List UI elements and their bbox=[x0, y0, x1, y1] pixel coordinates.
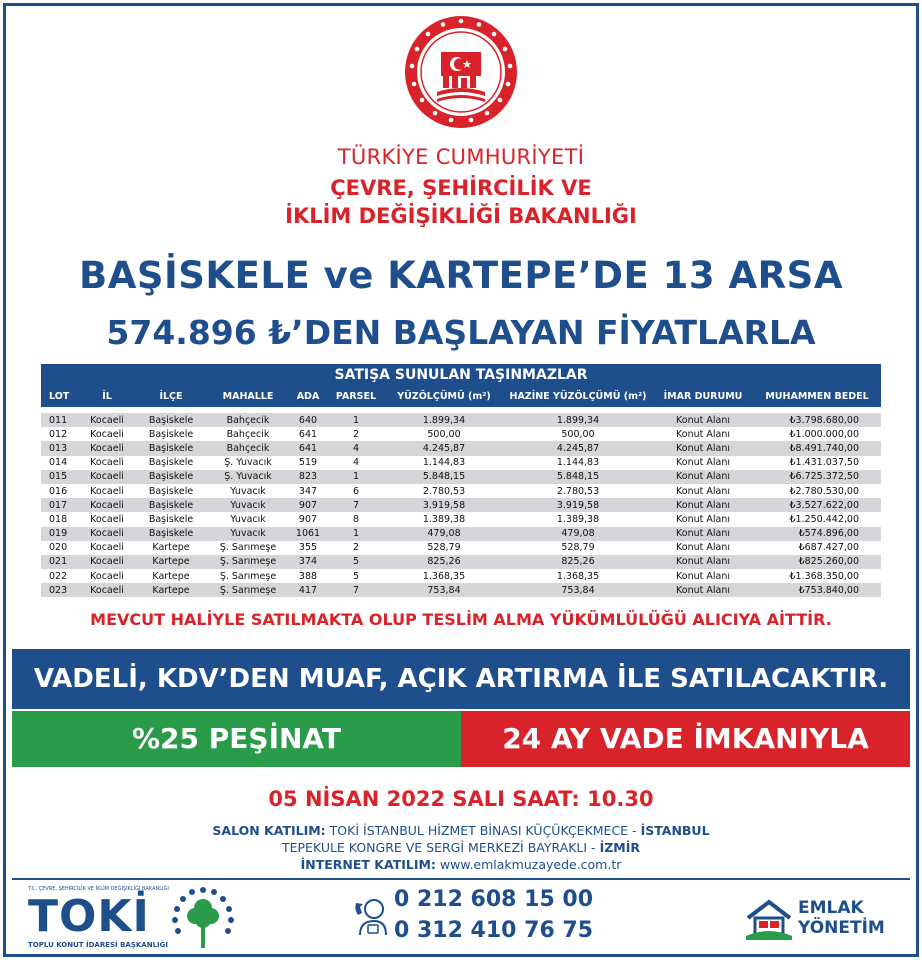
table-row bbox=[41, 456, 881, 470]
salon-label: SALON KATILIM: bbox=[212, 823, 326, 838]
cell-yuzolcumu: 528,79 bbox=[385, 541, 503, 555]
cell-il: Kocaeli bbox=[79, 441, 135, 455]
cell-yuzolcumu: 1.368,35 bbox=[385, 569, 503, 583]
cell-lot: 012 bbox=[41, 427, 79, 441]
cell-imar: Konut Alanı bbox=[653, 512, 753, 526]
emlak-logo-line-2: YÖNETİM bbox=[798, 918, 885, 938]
header-ada: ADA bbox=[289, 386, 327, 407]
cell-bedel: ₺3.527.622,00 bbox=[753, 498, 881, 512]
cell-lot: 021 bbox=[41, 555, 79, 569]
cell-il: Kocaeli bbox=[79, 583, 135, 597]
down-payment-banner: %25 PEŞİNAT bbox=[12, 711, 461, 767]
table-row bbox=[41, 583, 881, 597]
cell-ilce: Kartepe bbox=[135, 583, 207, 597]
emlak-house-icon bbox=[744, 896, 794, 940]
cell-ilce: Başiskele bbox=[135, 498, 207, 512]
cell-mahalle: Ş. Yuvacık bbox=[207, 456, 289, 470]
toki-tree-icon bbox=[170, 886, 236, 952]
cell-mahalle: Ş. Sarımeşe bbox=[207, 569, 289, 583]
cell-bedel: ₺3.798.680,00 bbox=[753, 413, 881, 427]
header-ilce: İLÇE bbox=[135, 386, 207, 407]
cell-mahalle: Bahçecik bbox=[207, 441, 289, 455]
cell-il: Kocaeli bbox=[79, 413, 135, 427]
cell-parsel: 7 bbox=[327, 583, 385, 597]
cell-lot: 019 bbox=[41, 527, 79, 541]
cell-parsel: 1 bbox=[327, 470, 385, 484]
header-lot: LOT bbox=[41, 386, 79, 407]
cell-lot: 017 bbox=[41, 498, 79, 512]
cell-ada: 823 bbox=[289, 470, 327, 484]
cell-ada: 1061 bbox=[289, 527, 327, 541]
cell-bedel: ₺1.368.350,00 bbox=[753, 569, 881, 583]
cell-imar: Konut Alanı bbox=[653, 583, 753, 597]
cell-parsel: 6 bbox=[327, 484, 385, 498]
phone-support-icon bbox=[354, 895, 388, 939]
cell-bedel: ₺1.431.037,50 bbox=[753, 456, 881, 470]
cell-mahalle: Ş. Sarımeşe bbox=[207, 555, 289, 569]
cell-hazine: 479,08 bbox=[503, 527, 653, 541]
salon-line bbox=[0, 823, 922, 838]
cell-mahalle: Yuvacık bbox=[207, 484, 289, 498]
toki-logo-text: TOKİ bbox=[28, 891, 150, 942]
cell-imar: Konut Alanı bbox=[653, 470, 753, 484]
header-imar: İMAR DURUMU bbox=[653, 386, 753, 407]
cell-parsel: 2 bbox=[327, 427, 385, 441]
cell-bedel: ₺753.840,00 bbox=[753, 583, 881, 597]
cell-ilce: Başiskele bbox=[135, 441, 207, 455]
cell-il: Kocaeli bbox=[79, 527, 135, 541]
izmir-line bbox=[0, 840, 922, 855]
header-hazine: HAZİNE YÜZÖLÇÜMÜ (m²) bbox=[503, 386, 653, 407]
cell-bedel: ₺1.250.442,00 bbox=[753, 512, 881, 526]
header-parsel: PARSEL bbox=[327, 386, 385, 407]
header-mahalle: MAHALLE bbox=[207, 386, 289, 407]
cell-parsel: 4 bbox=[327, 456, 385, 470]
cell-parsel: 5 bbox=[327, 569, 385, 583]
table-row bbox=[41, 441, 881, 455]
cell-ilce: Başiskele bbox=[135, 456, 207, 470]
cell-ilce: Kartepe bbox=[135, 555, 207, 569]
cell-hazine: 5.848,15 bbox=[503, 470, 653, 484]
sale-terms-banner: VADELİ, KDV’DEN MUAF, AÇIK ARTIRMA İLE SATILACAKTIR. bbox=[12, 649, 910, 709]
cell-ada: 640 bbox=[289, 413, 327, 427]
cell-parsel: 1 bbox=[327, 413, 385, 427]
cell-imar: Konut Alanı bbox=[653, 441, 753, 455]
cell-mahalle: Ş. Sarımeşe bbox=[207, 583, 289, 597]
cell-il: Kocaeli bbox=[79, 555, 135, 569]
cell-ada: 388 bbox=[289, 569, 327, 583]
cell-lot: 013 bbox=[41, 441, 79, 455]
ministry-seal-icon bbox=[403, 14, 519, 130]
cell-imar: Konut Alanı bbox=[653, 413, 753, 427]
cell-hazine: 3.919,58 bbox=[503, 498, 653, 512]
cell-il: Kocaeli bbox=[79, 541, 135, 555]
cell-il: Kocaeli bbox=[79, 470, 135, 484]
cell-yuzolcumu: 825,26 bbox=[385, 555, 503, 569]
internet-url[interactable]: www.emlakmuzayede.com.tr bbox=[439, 857, 622, 872]
cell-hazine: 528,79 bbox=[503, 541, 653, 555]
cell-bedel: ₺6.725.372,50 bbox=[753, 470, 881, 484]
toki-subtitle: TOPLU KONUT İDARESİ BAŞKANLIĞI bbox=[28, 941, 168, 949]
cell-parsel: 8 bbox=[327, 512, 385, 526]
cell-bedel: ₺8.491.740,00 bbox=[753, 441, 881, 455]
table-row bbox=[41, 527, 881, 541]
header-il: İL bbox=[79, 386, 135, 407]
table-row bbox=[41, 512, 881, 526]
cell-parsel: 5 bbox=[327, 555, 385, 569]
table-row bbox=[41, 413, 881, 427]
cell-ada: 417 bbox=[289, 583, 327, 597]
cell-ilce: Başiskele bbox=[135, 470, 207, 484]
cell-parsel: 7 bbox=[327, 498, 385, 512]
cell-lot: 011 bbox=[41, 413, 79, 427]
toki-ministry-text: T.C. ÇEVRE, ŞEHİRCİLİK VE İKLİM DEĞİŞİKLİĞİ BAKANLIĞI bbox=[28, 886, 169, 892]
ministry-line-3: İKLİM DEĞİŞİKLİĞİ BAKANLIĞI bbox=[285, 204, 637, 228]
header-bedel: MUHAMMEN BEDEL bbox=[753, 386, 881, 407]
cell-mahalle: Bahçecik bbox=[207, 413, 289, 427]
cell-lot: 018 bbox=[41, 512, 79, 526]
delivery-note: MEVCUT HALİYLE SATILMAKTA OLUP TESLİM ALMA YÜKÜMLÜLÜĞÜ ALICIYA AİTTİR. bbox=[90, 610, 832, 629]
table-header-row bbox=[41, 386, 881, 407]
cell-yuzolcumu: 753,84 bbox=[385, 583, 503, 597]
cell-il: Kocaeli bbox=[79, 427, 135, 441]
table-row bbox=[41, 470, 881, 484]
cell-lot: 015 bbox=[41, 470, 79, 484]
table-row bbox=[41, 484, 881, 498]
headline-title: BAŞİSKELE ve KARTEPE’DE 13 ARSA bbox=[79, 254, 843, 297]
cell-lot: 016 bbox=[41, 484, 79, 498]
cell-ada: 641 bbox=[289, 441, 327, 455]
cell-imar: Konut Alanı bbox=[653, 484, 753, 498]
izmir-city: İZMİR bbox=[599, 840, 640, 855]
cell-parsel: 1 bbox=[327, 527, 385, 541]
phone-number-1[interactable]: 0 212 608 15 00 bbox=[394, 887, 594, 912]
cell-hazine: 1.389,38 bbox=[503, 512, 653, 526]
property-table bbox=[41, 364, 881, 597]
cell-yuzolcumu: 479,08 bbox=[385, 527, 503, 541]
cell-imar: Konut Alanı bbox=[653, 427, 753, 441]
cell-ilce: Başiskele bbox=[135, 413, 207, 427]
cell-imar: Konut Alanı bbox=[653, 527, 753, 541]
cell-bedel: ₺574.896,00 bbox=[753, 527, 881, 541]
cell-ilce: Başiskele bbox=[135, 512, 207, 526]
cell-ada: 355 bbox=[289, 541, 327, 555]
cell-ada: 374 bbox=[289, 555, 327, 569]
cell-yuzolcumu: 3.919,58 bbox=[385, 498, 503, 512]
cell-mahalle: Yuvacık bbox=[207, 498, 289, 512]
cell-yuzolcumu: 5.848,15 bbox=[385, 470, 503, 484]
emlak-logo-line-1: EMLAK bbox=[798, 898, 864, 918]
cell-ada: 347 bbox=[289, 484, 327, 498]
cell-imar: Konut Alanı bbox=[653, 541, 753, 555]
cell-hazine: 825,26 bbox=[503, 555, 653, 569]
cell-hazine: 4.245,87 bbox=[503, 441, 653, 455]
table-row bbox=[41, 498, 881, 512]
cell-imar: Konut Alanı bbox=[653, 569, 753, 583]
cell-parsel: 4 bbox=[327, 441, 385, 455]
cell-hazine: 500,00 bbox=[503, 427, 653, 441]
cell-il: Kocaeli bbox=[79, 569, 135, 583]
cell-ilce: Kartepe bbox=[135, 541, 207, 555]
cell-lot: 023 bbox=[41, 583, 79, 597]
salon-city: İSTANBUL bbox=[640, 823, 710, 838]
cell-yuzolcumu: 2.780,53 bbox=[385, 484, 503, 498]
cell-il: Kocaeli bbox=[79, 512, 135, 526]
izmir-text: TEPEKULE KONGRE VE SERGİ MERKEZİ BAYRAKLI - bbox=[281, 840, 596, 855]
cell-il: Kocaeli bbox=[79, 456, 135, 470]
cell-ada: 907 bbox=[289, 498, 327, 512]
header-yuzolcumu: YÜZÖLÇÜMÜ (m²) bbox=[385, 386, 503, 407]
cell-imar: Konut Alanı bbox=[653, 456, 753, 470]
cell-lot: 020 bbox=[41, 541, 79, 555]
cell-ada: 519 bbox=[289, 456, 327, 470]
installment-banner: 24 AY VADE İMKANIYLA bbox=[461, 711, 910, 767]
cell-hazine: 2.780,53 bbox=[503, 484, 653, 498]
cell-mahalle: Yuvacık bbox=[207, 527, 289, 541]
cell-mahalle: Bahçecik bbox=[207, 427, 289, 441]
cell-hazine: 1.144,83 bbox=[503, 456, 653, 470]
cell-mahalle: Ş. Yuvacık bbox=[207, 470, 289, 484]
cell-yuzolcumu: 1.144,83 bbox=[385, 456, 503, 470]
cell-parsel: 2 bbox=[327, 541, 385, 555]
cell-mahalle: Ş. Sarımeşe bbox=[207, 541, 289, 555]
headline-subtitle: 574.896 ₺’DEN BAŞLAYAN FİYATLARLA bbox=[106, 313, 816, 352]
cell-hazine: 1.899,34 bbox=[503, 413, 653, 427]
table-row bbox=[41, 541, 881, 555]
cell-bedel: ₺687.427,00 bbox=[753, 541, 881, 555]
table-row bbox=[41, 569, 881, 583]
cell-lot: 014 bbox=[41, 456, 79, 470]
table-row bbox=[41, 555, 881, 569]
cell-yuzolcumu: 1.389,38 bbox=[385, 512, 503, 526]
ministry-line-1: TÜRKİYE CUMHURİYETİ bbox=[337, 145, 585, 169]
cell-yuzolcumu: 1.899,34 bbox=[385, 413, 503, 427]
table-title: SATIŞA SUNULAN TAŞINMAZLAR bbox=[41, 364, 881, 386]
cell-il: Kocaeli bbox=[79, 498, 135, 512]
ministry-line-2: ÇEVRE, ŞEHİRCİLİK VE bbox=[330, 176, 592, 200]
cell-lot: 022 bbox=[41, 569, 79, 583]
cell-imar: Konut Alanı bbox=[653, 498, 753, 512]
cell-ilce: Başiskele bbox=[135, 484, 207, 498]
cell-ilce: Başiskele bbox=[135, 427, 207, 441]
table-row bbox=[41, 427, 881, 441]
cell-bedel: ₺825.260,00 bbox=[753, 555, 881, 569]
cell-ilce: Kartepe bbox=[135, 569, 207, 583]
cell-il: Kocaeli bbox=[79, 484, 135, 498]
cell-ilce: Başiskele bbox=[135, 527, 207, 541]
internet-label: İNTERNET KATILIM: bbox=[300, 857, 436, 872]
salon-text: TOKİ İSTANBUL HİZMET BİNASI KÜÇÜKÇEKMECE - bbox=[329, 823, 637, 838]
cell-hazine: 753,84 bbox=[503, 583, 653, 597]
cell-bedel: ₺1.000.000,00 bbox=[753, 427, 881, 441]
cell-mahalle: Yuvacık bbox=[207, 512, 289, 526]
cell-yuzolcumu: 4.245,87 bbox=[385, 441, 503, 455]
cell-yuzolcumu: 500,00 bbox=[385, 427, 503, 441]
cell-ada: 907 bbox=[289, 512, 327, 526]
internet-line bbox=[0, 857, 922, 872]
phone-number-2[interactable]: 0 312 410 76 75 bbox=[394, 918, 594, 943]
auction-date: 05 NİSAN 2022 SALI SAAT: 10.30 bbox=[268, 787, 654, 811]
footer-divider bbox=[12, 878, 910, 880]
cell-bedel: ₺2.780.530,00 bbox=[753, 484, 881, 498]
cell-imar: Konut Alanı bbox=[653, 555, 753, 569]
cell-hazine: 1.368,35 bbox=[503, 569, 653, 583]
cell-ada: 641 bbox=[289, 427, 327, 441]
table-body bbox=[41, 407, 881, 597]
